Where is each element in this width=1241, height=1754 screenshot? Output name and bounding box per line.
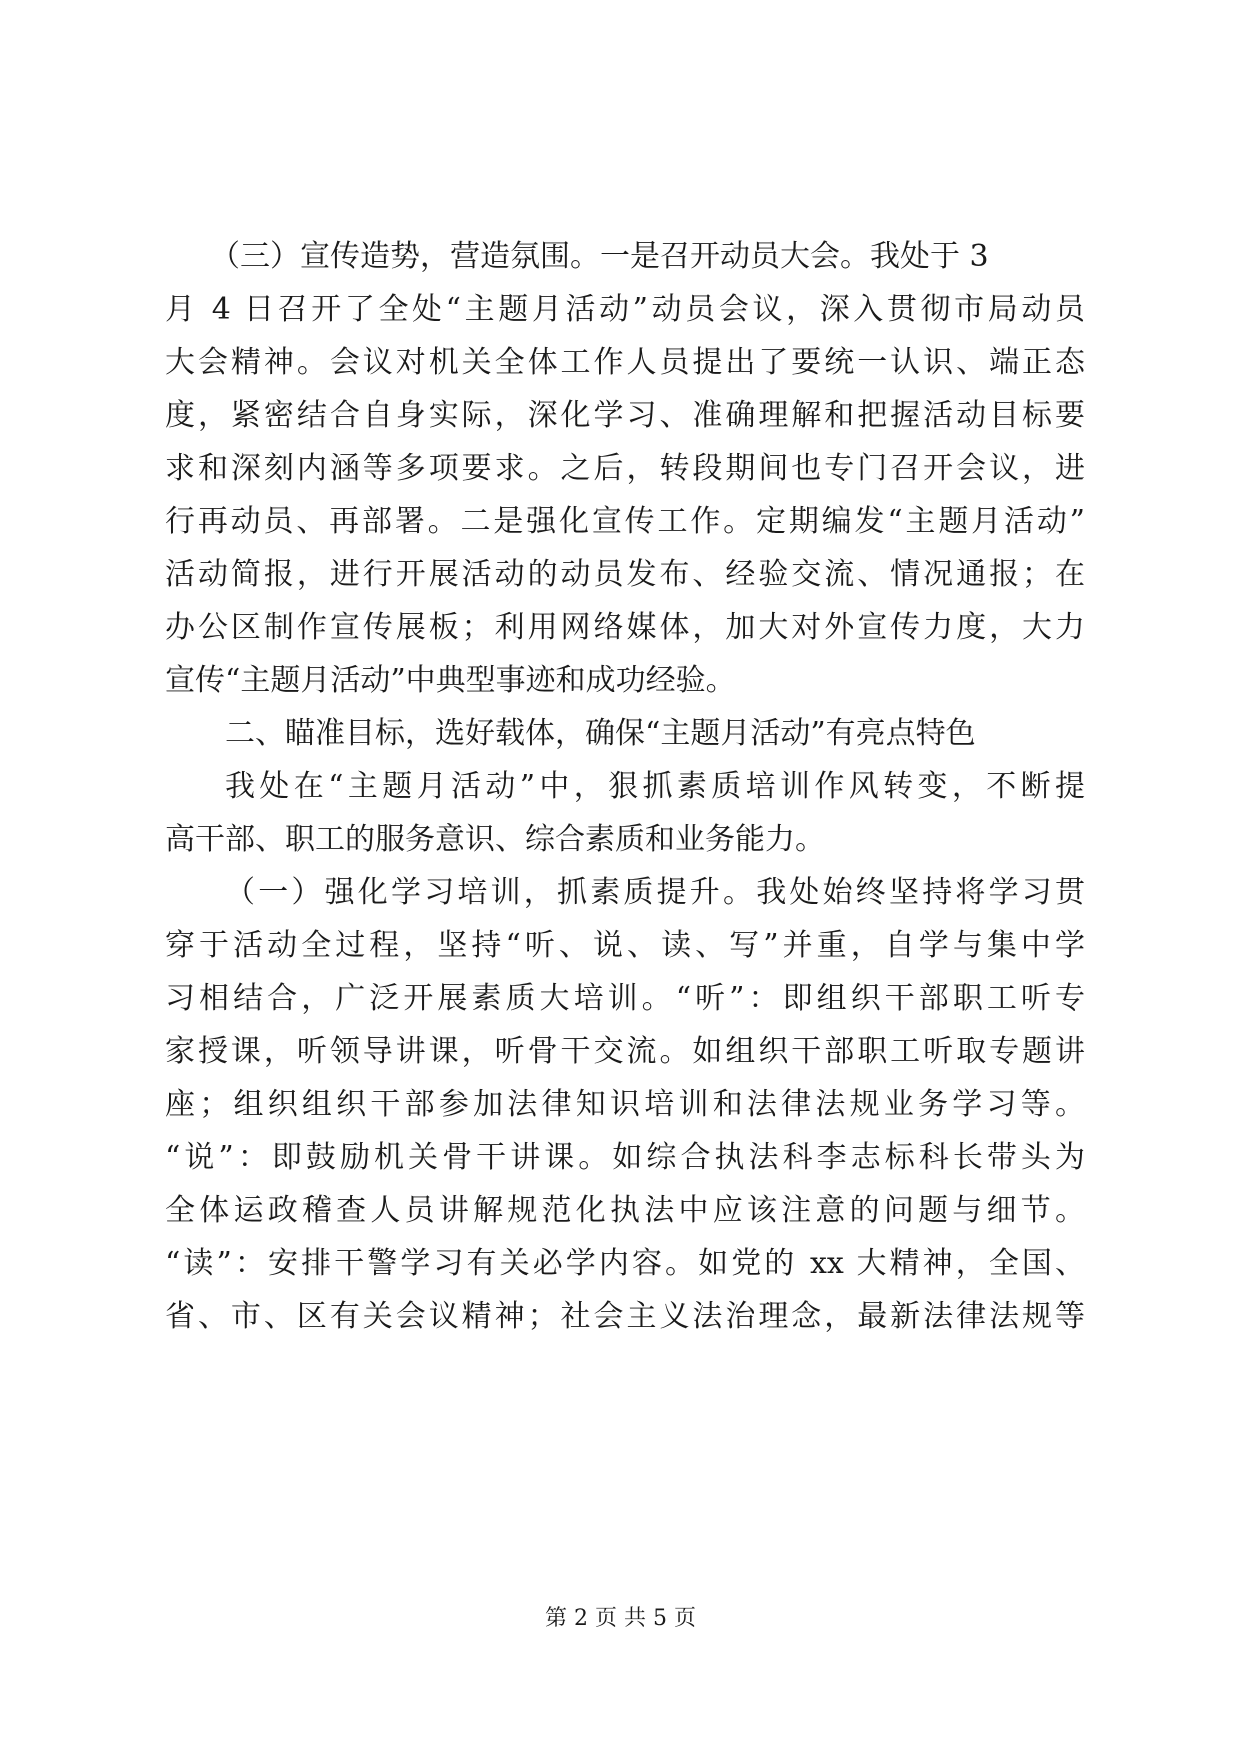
- paragraph-line-21: 省、市、区有关会议精神；社会主义法治理念，最新法律法规等: [165, 1299, 1085, 1334]
- paragraph-line-15: 习相结合，广泛开展素质大培训。“听”：即组织干部职工听专: [165, 981, 1085, 1016]
- paragraph-line-1: （三）宣传造势，营造氛围。一是召开动员大会。我处于 3: [210, 239, 989, 274]
- paragraph-line-8: 办公区制作宣传展板；利用网络媒体，加大对外宣传力度，大力: [165, 610, 1085, 645]
- paragraph-line-16: 家授课，听领导讲课，听骨干交流。如组织干部职工听取专题讲: [165, 1034, 1085, 1069]
- paragraph-line-9: 宣传“主题月活动”中典型事迹和成功经验。: [165, 663, 736, 698]
- paragraph-line-6: 行再动员、再部署。二是强化宣传工作。定期编发“主题月活动”: [165, 504, 1085, 539]
- paragraph-line-19: 全体运政稽查人员讲解规范化执法中应该注意的问题与细节。: [165, 1193, 1085, 1228]
- paragraph-line-17: 座；组织组织干部参加法律知识培训和法律法规业务学习等。: [165, 1087, 1085, 1122]
- section-heading: 二、瞄准目标，选好载体，确保“主题月活动”有亮点特色: [225, 716, 976, 751]
- paragraph-line-3: 大会精神。会议对机关全体工作人员提出了要统一认识、端正态: [165, 345, 1085, 380]
- paragraph-line-5: 求和深刻内涵等多项要求。之后，转段期间也专门召开会议，进: [165, 451, 1085, 486]
- paragraph-line-14: 穿于活动全过程，坚持“听、说、读、写”并重，自学与集中学: [165, 928, 1085, 963]
- page-footer: 第 2 页 共 5 页: [545, 1606, 696, 1631]
- paragraph-line-4: 度，紧密结合自身实际，深化学习、准确理解和把握活动目标要: [165, 398, 1085, 433]
- paragraph-line-7: 活动简报，进行开展活动的动员发布、经验交流、情况通报；在: [165, 557, 1085, 592]
- paragraph-line-20: “读”：安排干警学习有关必学内容。如党的 xx 大精神，全国、: [165, 1246, 1085, 1281]
- paragraph-line-2: 月 4 日召开了全处“主题月活动”动员会议，深入贯彻市局动员: [165, 292, 1085, 327]
- paragraph-line-18: “说”：即鼓励机关骨干讲课。如综合执法科李志标科长带头为: [165, 1140, 1085, 1175]
- paragraph-line-12: 高干部、职工的服务意识、综合素质和业务能力。: [165, 822, 825, 857]
- paragraph-line-13: （一）强化学习培训，抓素质提升。我处始终坚持将学习贯: [225, 875, 1085, 910]
- paragraph-line-11: 我处在“主题月活动”中，狠抓素质培训作风转变，不断提: [225, 769, 1085, 804]
